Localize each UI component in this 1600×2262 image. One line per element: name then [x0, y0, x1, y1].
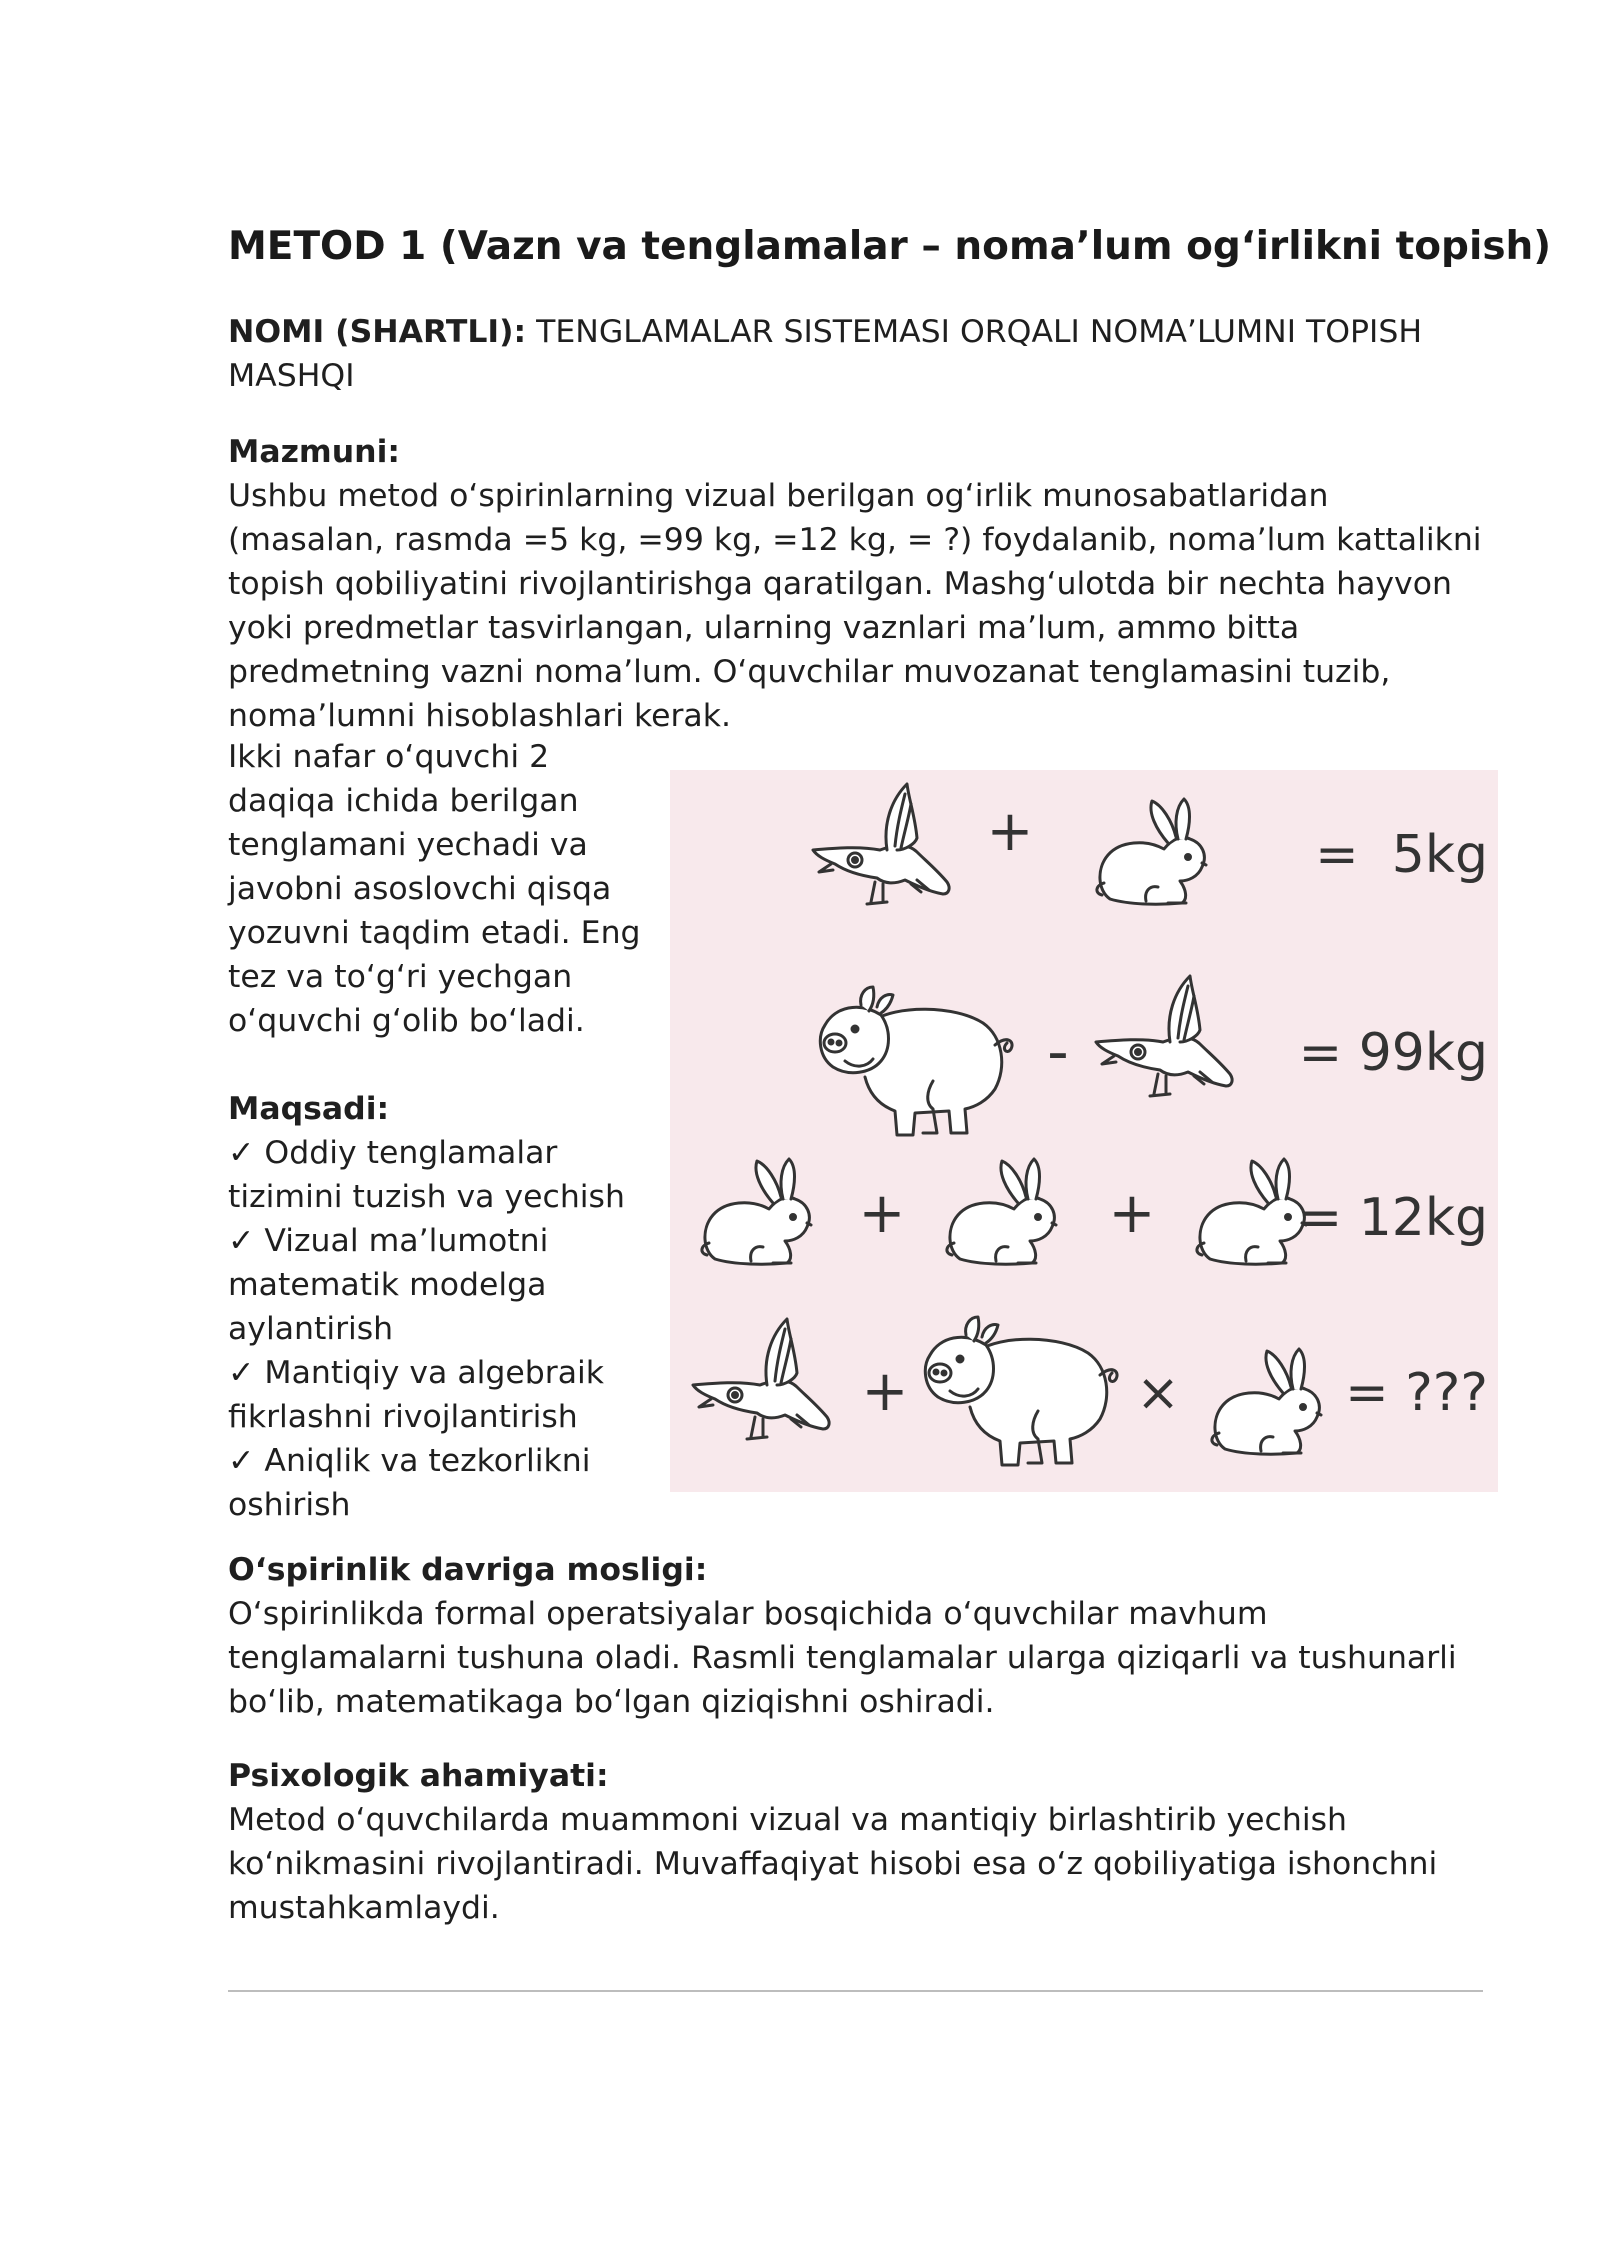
row-result: = 12kg — [1298, 1188, 1488, 1248]
rabbit-icon — [1212, 1349, 1321, 1454]
maqsadi-item: ✓ Vizual ma’lumotni matematik modelga aylantirish — [228, 1223, 549, 1347]
maqsadi-item: ✓ Aniqlik va tezkorlikni oshirish — [228, 1443, 591, 1523]
ospirinlik-section — [228, 1548, 1493, 1724]
task-text: Ikki nafar o‘quvchi 2 daqiqa ichida berilgan tenglamani yechadi va javobni asoslovchi qisqa yozuvni taqdim etadi. Eng tez va to‘g‘ri yechgan o‘quvchi g‘olib bo‘ladi. — [228, 739, 641, 1039]
operator: + — [861, 1359, 909, 1424]
rabbit-icon — [1197, 1159, 1306, 1264]
animal-equation-puzzle — [670, 770, 1498, 1492]
nomi-text: TENGLAMALAR SISTEMASI ORQALI NOMA’LUMNI TOPISH MASHQI — [228, 314, 1423, 394]
puzzle-row-2 — [820, 976, 1488, 1135]
mazmuni-section — [228, 430, 1493, 738]
bird-icon — [813, 784, 949, 904]
mazmuni-heading: Mazmuni: — [228, 434, 401, 470]
page-title: METOD 1 (Vazn va tenglamalar – noma’lum og‘irlikni topish) — [228, 224, 1552, 269]
rabbit-icon — [1097, 799, 1206, 904]
pig-icon — [820, 987, 1012, 1135]
maqsadi-heading: Maqsadi: — [228, 1091, 390, 1127]
row-result: = 5kg — [1315, 825, 1488, 885]
bird-icon — [693, 1319, 829, 1439]
operator: × — [1136, 1363, 1180, 1423]
puzzle-row-3 — [702, 1159, 1488, 1264]
nomi-paragraph — [228, 310, 1458, 398]
left-column — [228, 735, 648, 1527]
pig-icon — [925, 1317, 1117, 1465]
rabbit-icon — [702, 1159, 811, 1264]
operator: + — [1108, 1181, 1156, 1246]
psixologik-heading: Psixologik ahamiyati: — [228, 1758, 609, 1794]
ospirinlik-heading: O‘spirinlik davriga mosligi: — [228, 1552, 708, 1588]
psixologik-text: Metod o‘quvchilarda muammoni vizual va mantiqiy birlashtirib yechish ko‘nikmasini rivojlantiradi. Muvaffaqiyat hisobi esa o‘z qobiliyatiga ishonchni mustahkamlaydi. — [228, 1802, 1438, 1926]
maqsadi-item: ✓ Mantiqiy va algebraik fikrlashni rivojlantirish — [228, 1355, 604, 1435]
puzzle-canvas — [670, 770, 1498, 1492]
row-result: = 99kg — [1298, 1023, 1488, 1083]
maqsadi-item: ✓ Oddiy tenglamalar tizimini tuzish va yechish — [228, 1135, 625, 1215]
psixologik-section — [228, 1754, 1493, 1930]
operator: + — [858, 1181, 906, 1246]
bird-icon — [1096, 976, 1232, 1096]
puzzle-row-1 — [813, 784, 1488, 904]
mazmuni-text: Ushbu metod o‘spirinlarning vizual berilgan og‘irlik munosabatlaridan (masalan, rasmda =5 kg, =99 kg, =12 kg, = ?) foydalanib, noma’lum kattalikni topish qobiliyatini rivojlantirishga qaratilgan. Mashg‘ulotda bir nechta hayvon yoki predmetlar tasvirlangan, ularning vaznlari ma’lum, ammo bitta predmetning vazni noma’lum. O‘quvchilar muvozanat tenglamasini tuzib, noma’lumni hisoblashlari kerak. — [228, 478, 1482, 734]
puzzle-row-4 — [693, 1317, 1488, 1465]
ospirinlik-text: O‘spirinlikda formal operatsiyalar bosqichida o‘quvchilar mavhum tenglamalarni tushuna oladi. Rasmli tenglamalar ularga qiziqarli va tushunarli bo‘lib, matematikaga bo‘lgan qiziqishni oshiradi. — [228, 1596, 1457, 1720]
operator: + — [986, 799, 1034, 864]
operator: - — [1047, 1017, 1069, 1087]
nomi-label: NOMI (SHARTLI): — [228, 314, 527, 350]
row-result: = ??? — [1345, 1363, 1488, 1423]
bottom-divider — [228, 1990, 1483, 1992]
rabbit-icon — [947, 1159, 1056, 1264]
